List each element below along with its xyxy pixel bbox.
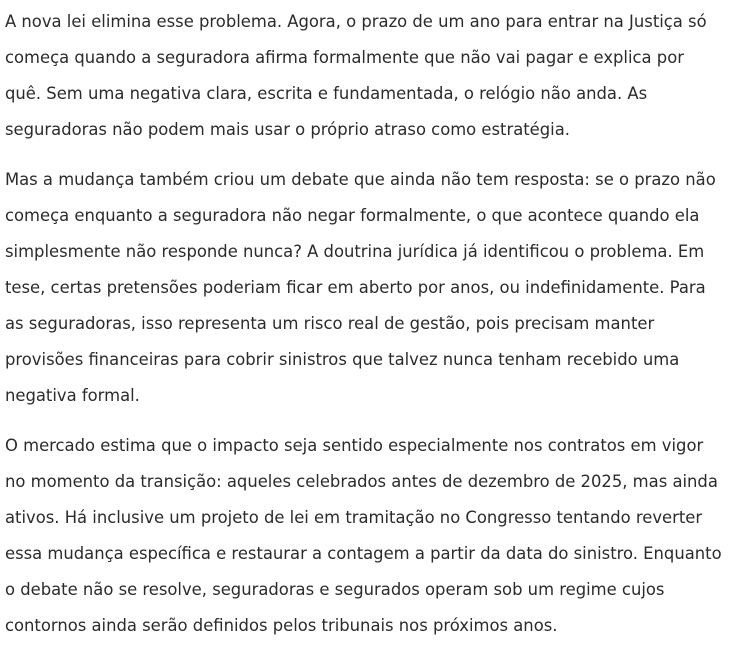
paragraph-2-line-3: simplesmente não responde nunca? A doutrina jurídica já identificou o problema. Em — [5, 242, 705, 261]
paragraph-1-line-1: A nova lei elimina esse problema. Agora, o prazo de um ano para entrar na Justiça só — [5, 12, 707, 31]
paragraph-3-line-3: ativos. Há inclusive um projeto de lei em tramitação no Congresso tentando reverter — [5, 508, 703, 527]
paragraph-1-line-4: seguradoras não podem mais usar o próprio atraso como estratégia. — [5, 120, 570, 139]
paragraph-3-line-2: no momento da transição: aqueles celebrados antes de dezembro de 2025, mas ainda — [5, 472, 718, 491]
paragraph-3 — [5, 428, 735, 644]
paragraph-2-line-5: as seguradoras, isso representa um risco real de gestão, pois precisam manter — [5, 314, 655, 333]
paragraph-3-line-6: contornos ainda serão definidos pelos tribunais nos próximos anos. — [5, 616, 558, 635]
paragraph-3-line-4: essa mudança específica e restaurar a contagem a partir da data do sinistro. Enquanto — [5, 544, 722, 563]
paragraph-3-line-1: O mercado estima que o impacto seja sentido especialmente nos contratos em vigor — [5, 436, 704, 455]
paragraph-2-line-2: começa enquanto a seguradora não negar formalmente, o que acontece quando ela — [5, 206, 700, 225]
paragraph-3-line-5: o debate não se resolve, seguradoras e segurados operam sob um regime cujos — [5, 580, 665, 599]
paragraph-2-line-4: tese, certas pretensões poderiam ficar em aberto por anos, ou indefinidamente. Para — [5, 278, 706, 297]
paragraph-2 — [5, 162, 735, 414]
paragraph-1 — [5, 4, 735, 148]
paragraph-1-line-2: começa quando a seguradora afirma formalmente que não vai pagar e explica por — [5, 48, 684, 67]
paragraph-2-line-6: provisões financeiras para cobrir sinistros que talvez nunca tenham recebido uma — [5, 350, 680, 369]
paragraph-2-line-1: Mas a mudança também criou um debate que ainda não tem resposta: se o prazo não — [5, 170, 716, 189]
paragraph-1-line-3: quê. Sem uma negativa clara, escrita e fundamentada, o relógio não anda. As — [5, 84, 648, 103]
paragraph-2-line-7: negativa formal. — [5, 386, 140, 405]
